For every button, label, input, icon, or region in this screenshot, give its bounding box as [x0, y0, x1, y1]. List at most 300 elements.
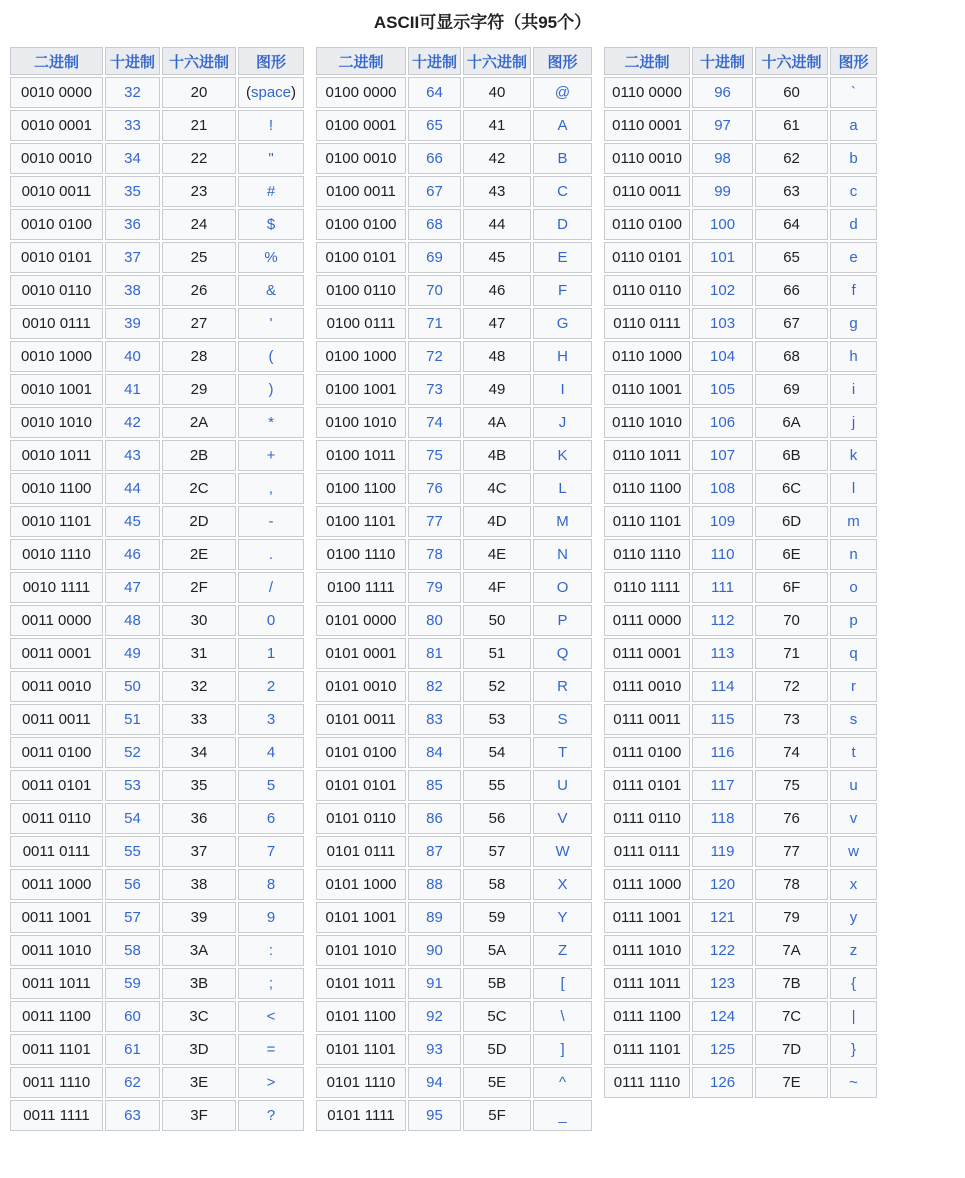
glyph-link[interactable]: $ [266, 216, 276, 233]
decimal-link[interactable]: 124 [710, 1008, 736, 1025]
decimal-cell [408, 737, 461, 768]
decimal-link[interactable]: 60 [124, 1008, 141, 1025]
glyph-link[interactable]: ( [268, 348, 274, 365]
binary-cell: 0101 0000 [316, 605, 406, 636]
glyph-cell [238, 935, 304, 966]
decimal-link[interactable]: 36 [124, 216, 141, 233]
glyph-cell [238, 275, 304, 306]
glyph-link[interactable]: T [557, 744, 568, 761]
glyph-link[interactable]: % [264, 249, 278, 266]
header-row [10, 47, 304, 75]
glyph-cell [830, 968, 877, 999]
glyph-link[interactable]: 0 [266, 612, 276, 629]
glyph-cell [533, 605, 592, 636]
decimal-cell [692, 704, 753, 735]
decimal-link[interactable]: 104 [710, 348, 736, 365]
glyph-link[interactable]: [ [560, 975, 565, 992]
glyph-link[interactable]: A [557, 117, 568, 134]
decimal-link[interactable]: 47 [124, 579, 141, 596]
glyph-link[interactable]: " [268, 150, 274, 167]
glyph-link[interactable]: u [849, 777, 858, 794]
hex-cell: 5A [463, 935, 531, 966]
decimal-link[interactable]: 68 [426, 216, 443, 233]
glyph-link[interactable]: y [849, 909, 858, 926]
glyph-link[interactable]: p [849, 612, 858, 629]
glyph-link[interactable]: M [556, 513, 569, 530]
glyph-cell [830, 1067, 877, 1098]
decimal-cell [692, 407, 753, 438]
decimal-link[interactable]: 95 [426, 1107, 443, 1124]
glyph-link[interactable]: { [851, 975, 857, 992]
decimal-cell [105, 308, 160, 339]
hex-cell: 4A [463, 407, 531, 438]
glyph-link[interactable]: 7 [266, 843, 276, 860]
decimal-link[interactable]: 118 [710, 810, 735, 827]
binary-cell: 0110 1000 [604, 341, 690, 372]
binary-cell: 0011 0001 [10, 638, 103, 669]
glyph-link[interactable]: # [266, 183, 276, 200]
glyph-link[interactable]: 8 [266, 876, 276, 893]
header-decimal: 十进制 [408, 47, 461, 75]
decimal-link[interactable]: 81 [426, 645, 443, 662]
decimal-link[interactable]: 66 [426, 150, 443, 167]
decimal-link[interactable]: 121 [710, 909, 736, 926]
decimal-link[interactable]: 48 [124, 612, 141, 629]
decimal-link[interactable]: 43 [124, 447, 141, 464]
decimal-link[interactable]: 83 [426, 711, 443, 728]
table-row [10, 638, 304, 669]
glyph-cell [238, 671, 304, 702]
glyph-cell [830, 77, 877, 108]
glyph-link[interactable]: = [266, 1041, 276, 1058]
glyph-link[interactable]: & [265, 282, 276, 299]
decimal-link[interactable]: 105 [710, 381, 736, 398]
decimal-link[interactable]: 84 [426, 744, 443, 761]
decimal-link[interactable]: 86 [426, 810, 443, 827]
glyph-link[interactable]: z [849, 942, 858, 959]
glyph-link[interactable]: space [250, 84, 292, 101]
decimal-link[interactable]: 112 [710, 612, 735, 629]
binary-cell: 0110 1010 [604, 407, 690, 438]
glyph-link[interactable]: X [557, 876, 568, 893]
glyph-link[interactable]: o [849, 579, 858, 596]
decimal-link[interactable]: 33 [124, 117, 141, 134]
decimal-link[interactable]: 123 [710, 975, 736, 992]
glyph-link[interactable]: L [558, 480, 567, 497]
glyph-link[interactable]: i [851, 381, 856, 398]
decimal-link[interactable]: 76 [426, 480, 443, 497]
decimal-link[interactable]: 53 [124, 777, 141, 794]
decimal-link[interactable]: 94 [426, 1074, 443, 1091]
hex-cell: 46 [463, 275, 531, 306]
decimal-link[interactable]: 64 [426, 84, 443, 101]
binary-cell: 0100 0001 [316, 110, 406, 141]
glyph-link[interactable]: 9 [266, 909, 276, 926]
table-row [316, 1001, 592, 1032]
glyph-link[interactable]: * [268, 414, 274, 431]
decimal-cell [408, 968, 461, 999]
decimal-link[interactable]: 117 [710, 777, 735, 794]
binary-cell: 0010 1101 [10, 506, 103, 537]
glyph-cell [533, 110, 592, 141]
glyph-link[interactable]: 5 [266, 777, 276, 794]
decimal-link[interactable]: 67 [426, 183, 443, 200]
hex-cell: 7C [755, 1001, 828, 1032]
glyph-cell [830, 374, 877, 405]
table-row [316, 110, 592, 141]
glyph-link[interactable]: t [851, 744, 856, 761]
decimal-link[interactable]: 103 [710, 315, 736, 332]
glyph-link[interactable]: N [557, 546, 568, 563]
decimal-link[interactable]: 46 [124, 546, 141, 563]
glyph-link[interactable]: ] [560, 1041, 565, 1058]
glyph-link[interactable]: a [849, 117, 858, 134]
glyph-cell [238, 803, 304, 834]
decimal-link[interactable]: 90 [426, 942, 443, 959]
glyph-cell [533, 737, 592, 768]
glyph-cell [830, 572, 877, 603]
glyph-link[interactable]: ' [269, 315, 273, 332]
glyph-cell [830, 1001, 877, 1032]
decimal-link[interactable]: 40 [124, 348, 141, 365]
glyph-cell [533, 209, 592, 240]
glyph-link[interactable]: P [557, 612, 568, 629]
decimal-cell [408, 539, 461, 570]
binary-cell: 0100 1010 [316, 407, 406, 438]
glyph-link[interactable]: k [849, 447, 858, 464]
binary-cell: 0110 1101 [604, 506, 690, 537]
hex-cell: 4E [463, 539, 531, 570]
decimal-link[interactable]: 35 [124, 183, 141, 200]
decimal-link[interactable]: 85 [426, 777, 443, 794]
table-row [10, 803, 304, 834]
glyph-link[interactable]: + [266, 447, 276, 464]
glyph-link[interactable]: ^ [559, 1074, 567, 1091]
glyph-link[interactable]: b [849, 150, 858, 167]
decimal-link[interactable]: 116 [710, 744, 735, 761]
hex-cell: 5F [463, 1100, 531, 1131]
decimal-cell [105, 473, 160, 504]
decimal-link[interactable]: 98 [714, 150, 731, 167]
binary-cell: 0011 0110 [10, 803, 103, 834]
glyph-link[interactable]: @ [554, 84, 571, 101]
glyph-link[interactable]: \ [560, 1008, 565, 1025]
glyph-link[interactable]: C [557, 183, 568, 200]
hex-cell: 7E [755, 1067, 828, 1098]
glyph-link[interactable]: I [560, 381, 565, 398]
table-row [10, 440, 304, 471]
decimal-link[interactable]: 125 [710, 1041, 736, 1058]
glyph-link[interactable]: c [849, 183, 858, 200]
glyph-cell [533, 902, 592, 933]
hex-cell: 7A [755, 935, 828, 966]
decimal-link[interactable]: 32 [124, 84, 141, 101]
decimal-link[interactable]: 107 [710, 447, 736, 464]
hex-cell: 28 [162, 341, 236, 372]
glyph-link[interactable]: K [557, 447, 568, 464]
table-row [316, 341, 592, 372]
glyph-link[interactable]: < [266, 1008, 276, 1025]
decimal-cell [105, 671, 160, 702]
glyph-link[interactable]: r [851, 678, 857, 695]
binary-cell: 0010 1011 [10, 440, 103, 471]
decimal-cell [408, 440, 461, 471]
decimal-link[interactable]: 34 [124, 150, 141, 167]
decimal-link[interactable]: 71 [426, 315, 443, 332]
decimal-link[interactable]: 92 [426, 1008, 443, 1025]
decimal-link[interactable]: 62 [124, 1074, 141, 1091]
decimal-link[interactable]: 57 [124, 909, 141, 926]
binary-cell: 0100 1101 [316, 506, 406, 537]
glyph-link[interactable]: F [557, 282, 568, 299]
glyph-link[interactable]: d [849, 216, 858, 233]
decimal-link[interactable]: 82 [426, 678, 443, 695]
header-decimal: 十进制 [692, 47, 753, 75]
decimal-cell [692, 176, 753, 207]
glyph-link[interactable]: g [849, 315, 858, 332]
decimal-link[interactable]: 73 [426, 381, 443, 398]
table-row [604, 374, 877, 405]
glyph-cell [830, 803, 877, 834]
table-row [10, 407, 304, 438]
glyph-link[interactable]: v [849, 810, 858, 827]
glyph-link[interactable]: _ [558, 1107, 567, 1124]
hex-cell: 41 [463, 110, 531, 141]
decimal-link[interactable]: 114 [710, 678, 735, 695]
glyph-link[interactable]: G [556, 315, 569, 332]
decimal-link[interactable]: 120 [710, 876, 736, 893]
decimal-link[interactable]: 49 [124, 645, 141, 662]
decimal-cell [408, 407, 461, 438]
table-row [604, 638, 877, 669]
decimal-link[interactable]: 109 [710, 513, 736, 530]
glyph-link[interactable]: O [556, 579, 569, 596]
glyph-link[interactable]: } [851, 1041, 857, 1058]
decimal-cell [105, 803, 160, 834]
decimal-link[interactable]: 37 [124, 249, 141, 266]
decimal-link[interactable]: 39 [124, 315, 141, 332]
table-row [604, 869, 877, 900]
decimal-cell [692, 242, 753, 273]
table-row [604, 209, 877, 240]
binary-cell: 0101 1111 [316, 1100, 406, 1131]
hex-cell: 2D [162, 506, 236, 537]
glyph-link[interactable]: ` [851, 84, 857, 101]
decimal-link[interactable]: 58 [124, 942, 141, 959]
glyph-link[interactable]: Y [557, 909, 568, 926]
decimal-link[interactable]: 63 [124, 1107, 141, 1124]
decimal-link[interactable]: 99 [714, 183, 731, 200]
decimal-link[interactable]: 44 [124, 480, 141, 497]
glyph-link[interactable]: ; [268, 975, 274, 992]
glyph-cell: (space) [238, 77, 304, 108]
glyph-link[interactable]: w [848, 843, 859, 860]
glyph-link[interactable]: > [266, 1074, 276, 1091]
decimal-link[interactable]: 51 [124, 711, 141, 728]
decimal-link[interactable]: 106 [710, 414, 736, 431]
decimal-link[interactable]: 45 [124, 513, 141, 530]
decimal-link[interactable]: 113 [710, 645, 735, 662]
decimal-link[interactable]: 111 [711, 579, 734, 596]
decimal-link[interactable]: 108 [710, 480, 736, 497]
decimal-link[interactable]: 41 [124, 381, 141, 398]
table-row [604, 737, 877, 768]
glyph-cell [830, 242, 877, 273]
decimal-cell [408, 1067, 461, 1098]
decimal-link[interactable]: 115 [710, 711, 735, 728]
table-row [604, 968, 877, 999]
glyph-link[interactable]: . [268, 546, 274, 563]
glyph-link[interactable]: Q [556, 645, 569, 662]
table-row [316, 968, 592, 999]
glyph-link[interactable]: f [851, 282, 856, 299]
decimal-link[interactable]: 100 [710, 216, 736, 233]
glyph-link[interactable]: | [851, 1008, 856, 1025]
glyph-link[interactable]: : [268, 942, 274, 959]
glyph-link[interactable]: J [558, 414, 567, 431]
glyph-link[interactable]: ) [268, 381, 274, 398]
glyph-cell [238, 407, 304, 438]
decimal-link[interactable]: 101 [710, 249, 736, 266]
glyph-link[interactable]: W [555, 843, 570, 860]
decimal-link[interactable]: 126 [710, 1074, 736, 1091]
decimal-link[interactable]: 54 [124, 810, 141, 827]
decimal-link[interactable]: 42 [124, 414, 141, 431]
decimal-link[interactable]: 119 [710, 843, 735, 860]
decimal-cell [408, 869, 461, 900]
glyph-link[interactable]: q [849, 645, 858, 662]
glyph-link[interactable]: U [557, 777, 568, 794]
binary-cell: 0110 1100 [604, 473, 690, 504]
decimal-link[interactable]: 97 [714, 117, 731, 134]
glyph-link[interactable]: / [268, 579, 274, 596]
decimal-cell [692, 1034, 753, 1065]
binary-cell: 0010 0000 [10, 77, 103, 108]
table-row [10, 77, 304, 108]
decimal-link[interactable]: 80 [426, 612, 443, 629]
glyph-link[interactable]: j [851, 414, 856, 431]
glyph-link[interactable]: Z [557, 942, 568, 959]
decimal-link[interactable]: 61 [124, 1041, 141, 1058]
glyph-cell [533, 1100, 592, 1131]
glyph-link[interactable]: , [268, 480, 274, 497]
glyph-link[interactable]: S [557, 711, 568, 728]
hex-cell: 77 [755, 836, 828, 867]
glyph-link[interactable]: 2 [266, 678, 276, 695]
decimal-link[interactable]: 70 [426, 282, 443, 299]
table-row [10, 176, 304, 207]
hex-cell: 44 [463, 209, 531, 240]
decimal-link[interactable]: 55 [124, 843, 141, 860]
binary-cell: 0101 1010 [316, 935, 406, 966]
glyph-link[interactable]: e [849, 249, 858, 266]
decimal-link[interactable]: 75 [426, 447, 443, 464]
hex-cell: 63 [755, 176, 828, 207]
glyph-link[interactable]: - [268, 513, 274, 530]
decimal-link[interactable]: 93 [426, 1041, 443, 1058]
decimal-cell [105, 935, 160, 966]
binary-cell: 0011 0000 [10, 605, 103, 636]
decimal-link[interactable]: 102 [710, 282, 736, 299]
glyph-link[interactable]: 4 [266, 744, 276, 761]
hex-cell: 78 [755, 869, 828, 900]
decimal-link[interactable]: 89 [426, 909, 443, 926]
decimal-cell [408, 308, 461, 339]
hex-cell: 26 [162, 275, 236, 306]
glyph-link[interactable]: D [557, 216, 568, 233]
glyph-link[interactable]: ? [266, 1107, 276, 1124]
table-row [10, 506, 304, 537]
decimal-link[interactable]: 74 [426, 414, 443, 431]
glyph-link[interactable]: 1 [266, 645, 276, 662]
glyph-link[interactable]: x [849, 876, 858, 893]
hex-cell: 2B [162, 440, 236, 471]
decimal-link[interactable]: 50 [124, 678, 141, 695]
table-row [10, 605, 304, 636]
glyph-link[interactable]: ~ [849, 1074, 858, 1091]
binary-cell: 0011 1010 [10, 935, 103, 966]
hex-cell: 43 [463, 176, 531, 207]
glyph-link[interactable]: R [557, 678, 568, 695]
glyph-cell [238, 605, 304, 636]
decimal-link[interactable]: 122 [710, 942, 736, 959]
glyph-cell [238, 869, 304, 900]
decimal-link[interactable]: 77 [426, 513, 443, 530]
decimal-link[interactable]: 88 [426, 876, 443, 893]
decimal-link[interactable]: 52 [124, 744, 141, 761]
glyph-link[interactable]: E [557, 249, 568, 266]
decimal-link[interactable]: 38 [124, 282, 141, 299]
decimal-link[interactable]: 65 [426, 117, 443, 134]
decimal-link[interactable]: 59 [124, 975, 141, 992]
decimal-cell [105, 1001, 160, 1032]
glyph-link[interactable]: H [557, 348, 568, 365]
binary-cell: 0010 0110 [10, 275, 103, 306]
decimal-cell [408, 671, 461, 702]
glyph-cell [238, 374, 304, 405]
decimal-link[interactable]: 69 [426, 249, 443, 266]
hex-cell: 5C [463, 1001, 531, 1032]
binary-cell: 0010 1000 [10, 341, 103, 372]
decimal-link[interactable]: 79 [426, 579, 443, 596]
glyph-link[interactable]: m [847, 513, 860, 530]
binary-cell: 0011 0100 [10, 737, 103, 768]
hex-cell: 53 [463, 704, 531, 735]
binary-cell: 0110 1001 [604, 374, 690, 405]
decimal-link[interactable]: 72 [426, 348, 443, 365]
decimal-link[interactable]: 87 [426, 843, 443, 860]
decimal-link[interactable]: 110 [710, 546, 735, 563]
glyph-cell [238, 308, 304, 339]
glyph-link[interactable]: h [849, 348, 858, 365]
glyph-link[interactable]: s [849, 711, 858, 728]
glyph-link[interactable]: ! [268, 117, 274, 134]
decimal-link[interactable]: 96 [714, 84, 731, 101]
glyph-link[interactable]: 3 [266, 711, 276, 728]
decimal-link[interactable]: 91 [426, 975, 443, 992]
table-row [10, 1001, 304, 1032]
glyph-cell [533, 440, 592, 471]
glyph-link[interactable]: 6 [266, 810, 276, 827]
glyph-link[interactable]: l [851, 480, 856, 497]
decimal-link[interactable]: 78 [426, 546, 443, 563]
glyph-link[interactable]: V [557, 810, 568, 827]
decimal-link[interactable]: 56 [124, 876, 141, 893]
decimal-cell [692, 836, 753, 867]
glyph-link[interactable]: B [557, 150, 568, 167]
hex-cell: 47 [463, 308, 531, 339]
glyph-link[interactable]: n [849, 546, 858, 563]
